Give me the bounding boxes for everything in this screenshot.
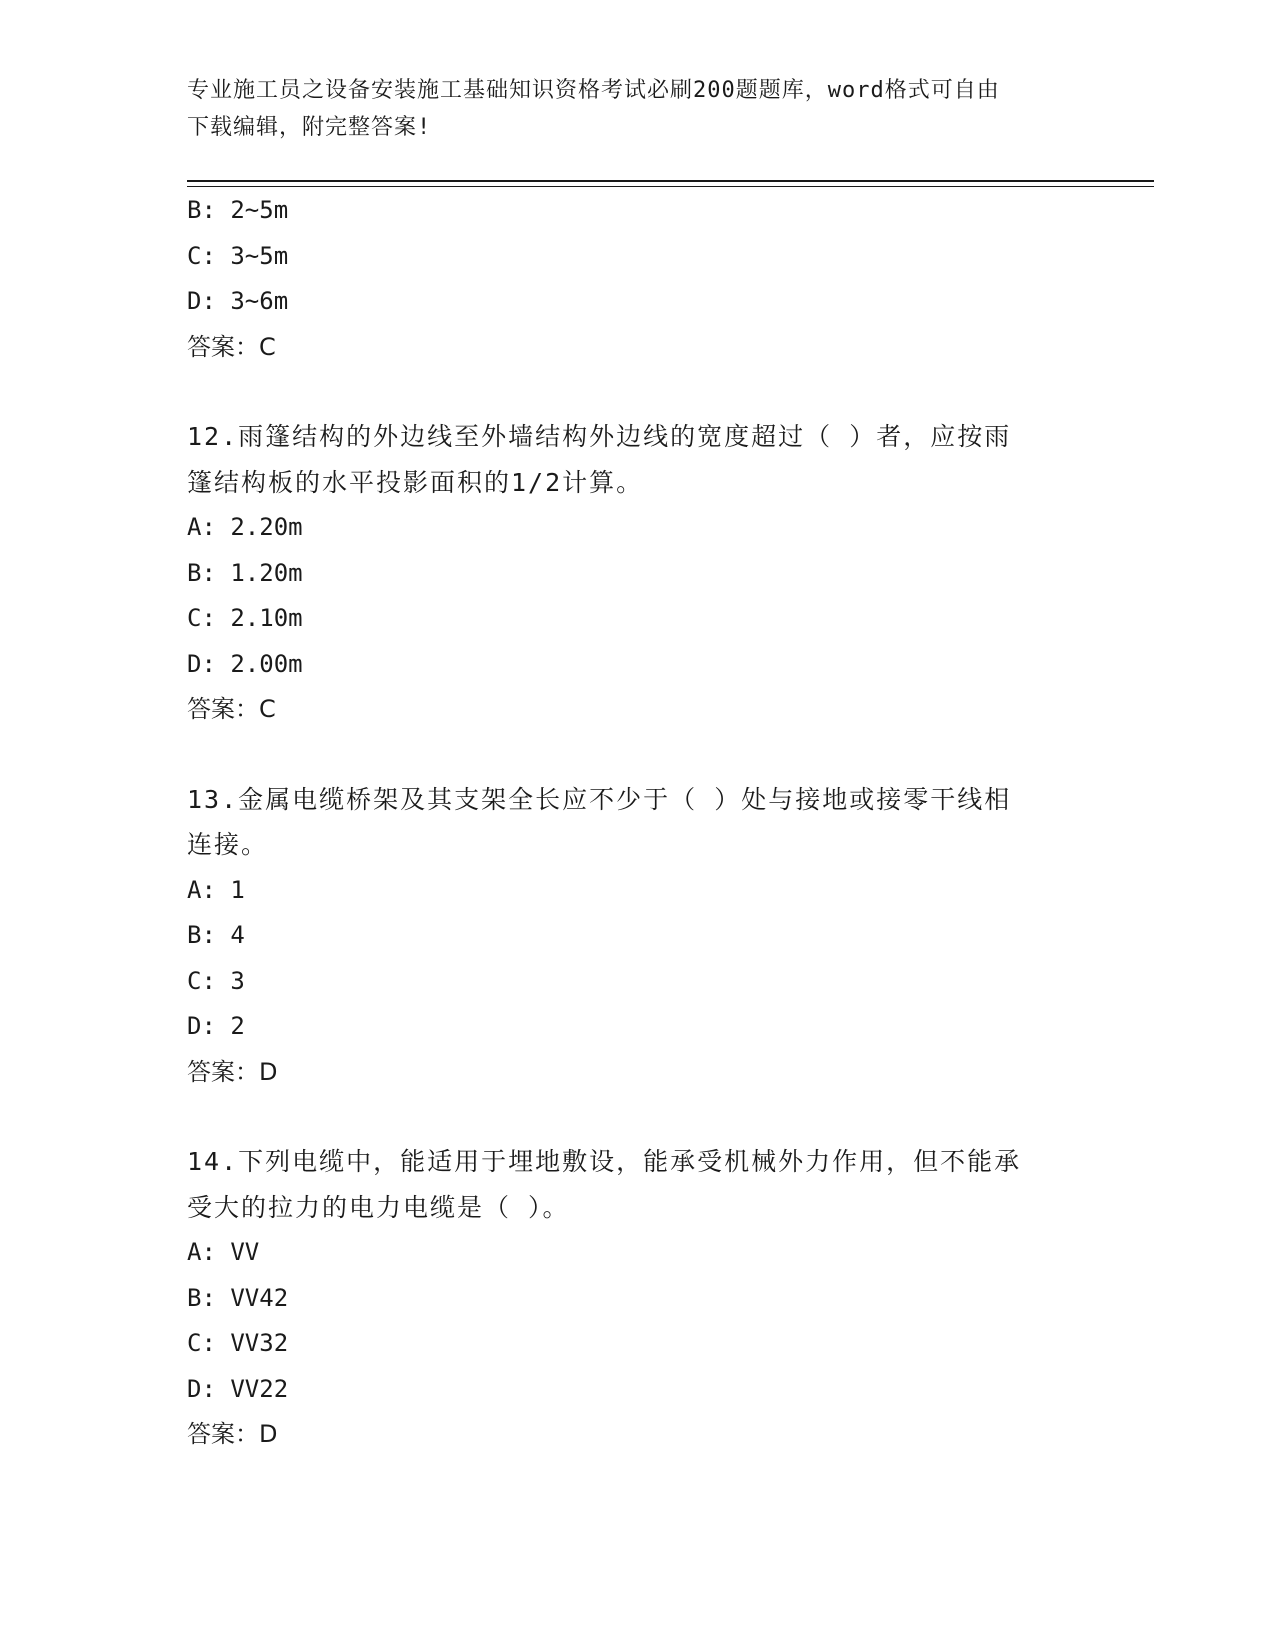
option-d: D: 3~6m (187, 287, 289, 315)
question-stem (187, 777, 1087, 868)
option-c: C: 2.10m (187, 604, 303, 632)
header-divider (187, 180, 1154, 182)
header-line-1: 专业施工员之设备安装施工基础知识资格考试必刷200题题库，word格式可自由 (187, 78, 1000, 103)
option-d: D: 2 (187, 1012, 245, 1040)
option-a: A: 1 (187, 875, 245, 904)
option-d: D: 2.00m (187, 649, 303, 678)
document-header (187, 72, 1077, 146)
option-a: A: VV (187, 1238, 260, 1266)
option-b: B: 2~5m (187, 196, 289, 224)
question-13 (187, 777, 1087, 1096)
answer-line: 答案：C (187, 332, 276, 361)
question-stem (187, 1139, 1087, 1230)
option-c: C: 3~5m (187, 241, 289, 270)
stem-line: 受大的拉力的电力电缆是（ ）。 (187, 1192, 570, 1222)
option-b: B: 4 (187, 921, 245, 949)
header-divider-thin (187, 186, 1154, 187)
stem-line: 篷结构板的水平投影面积的1/2计算。 (187, 467, 644, 497)
option-d: D: VV22 (187, 1374, 289, 1403)
stem-line: 13.金属电缆桥架及其支架全长应不少于（ ）处与接地或接零干线相 (187, 784, 1012, 814)
question-stem (187, 414, 1087, 505)
question-list (187, 188, 1087, 1458)
stem-line: 14.下列电缆中，能适用于埋地敷设，能承受机械外力作用，但不能承 (187, 1147, 1022, 1176)
option-c: C: VV32 (187, 1329, 289, 1357)
answer-line: 答案：D (187, 1057, 278, 1086)
option-c: C: 3 (187, 966, 245, 995)
question-12 (187, 414, 1087, 733)
option-b: B: VV42 (187, 1283, 289, 1312)
stem-line: 12.雨篷结构的外边线至外墙结构外边线的宽度超过（ ）者，应按雨 (187, 422, 1012, 451)
header-line-2: 下载编辑，附完整答案! (187, 115, 432, 140)
question-11-tail (187, 188, 1087, 370)
option-a: A: 2.20m (187, 513, 303, 541)
answer-line: 答案：D (187, 1420, 278, 1448)
answer-line: 答案：C (187, 695, 276, 723)
question-14 (187, 1139, 1087, 1458)
option-b: B: 1.20m (187, 558, 303, 587)
stem-line: 连接。 (187, 830, 269, 859)
